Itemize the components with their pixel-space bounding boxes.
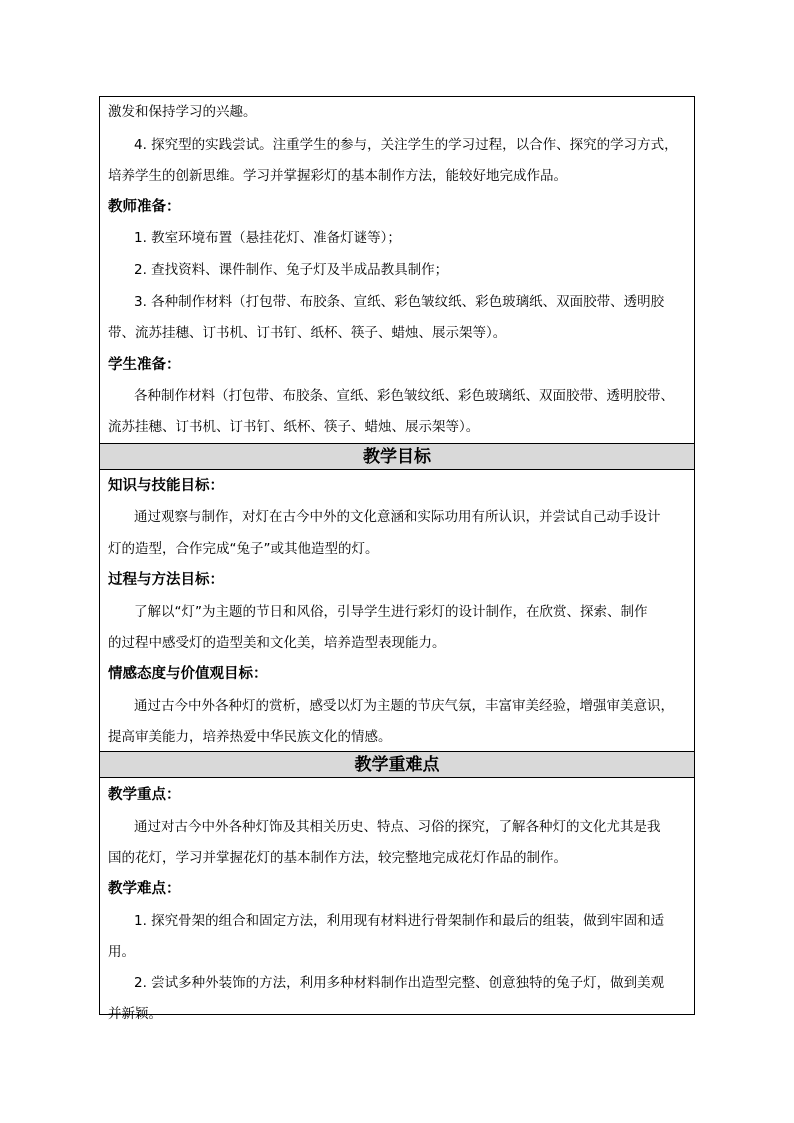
text-line: 4. 探究型的实践尝试。注重学生的参与，关注学生的学习过程，以合作、探究的学习方式， bbox=[134, 137, 678, 153]
focus-cell bbox=[100, 751, 694, 1022]
emotion-line: 通过古今中外各种灯的赏析，感受以灯为主题的节庆气氛，丰富审美经验，增强审美意识， bbox=[134, 698, 674, 714]
text-line: 培养学生的创新思维。学习并掌握彩灯的基本制作方法，能较好地完成作品。 bbox=[108, 168, 567, 184]
difficult-heading: 教学难点： bbox=[108, 881, 181, 897]
key-line: 国的花灯，学习并掌握花灯的基本制作方法，较完整地完成花灯作品的制作。 bbox=[108, 850, 567, 866]
teacher-prep-item: 2. 查找资料、课件制作、兔子灯及半成品教具制作； bbox=[134, 262, 449, 278]
knowledge-heading: 知识与技能目标： bbox=[108, 478, 224, 494]
goals-cell bbox=[100, 443, 694, 751]
teacher-prep-item: 1. 教室环境布置（悬挂花灯、准备灯谜等）； bbox=[134, 230, 401, 246]
key-heading: 教学重点： bbox=[108, 787, 181, 803]
process-heading: 过程与方法目标： bbox=[108, 572, 224, 588]
student-prep-line: 各种制作材料（打包带、布胶条、宣纸、彩色皱纹纸、彩色玻璃纸、双面胶带、透明胶带、 bbox=[134, 388, 674, 404]
teacher-prep-heading: 教师准备： bbox=[108, 199, 181, 215]
process-line: 了解以“灯”为主题的节日和风俗，引导学生进行彩灯的设计制作，在欣赏、探索、制作 bbox=[134, 604, 648, 620]
knowledge-line: 通过观察与制作，对灯在古今中外的文化意涵和实际功用有所认识，并尝试自己动手设计 bbox=[134, 509, 661, 525]
goals-title: 教学目标 bbox=[100, 443, 694, 470]
difficult-line: 2. 尝试多种外装饰的方法，利用多种材料制作出造型完整、创意独特的兔子灯，做到美观 bbox=[134, 975, 665, 991]
emotion-line: 提高审美能力，培养热爱中华民族文化的情感。 bbox=[108, 729, 392, 745]
student-prep-line: 流苏挂穗、订书机、订书钉、纸杯、筷子、蜡烛、展示架等）。 bbox=[108, 419, 480, 435]
key-line: 通过对古今中外各种灯饰及其相关历史、特点、习俗的探究，了解各种灯的文化尤其是我 bbox=[134, 819, 661, 835]
teacher-prep-item: 3. 各种制作材料（打包带、布胶条、宣纸、彩色皱纹纸、彩色玻璃纸、双面胶带、透明胶 bbox=[134, 294, 665, 310]
student-prep-heading: 学生准备： bbox=[108, 357, 181, 373]
text-line: 激发和保持学习的兴趣。 bbox=[108, 104, 257, 120]
process-line: 的过程中感受灯的造型美和文化美，培养造型表现能力。 bbox=[108, 635, 446, 651]
preparation-cell bbox=[100, 97, 694, 441]
teacher-prep-item: 带、流苏挂穗、订书机、订书钉、纸杯、筷子、蜡烛、展示架等）。 bbox=[108, 325, 507, 341]
difficult-line: 1. 探究骨架的组合和固定方法，利用现有材料进行骨架制作和最后的组装，做到牢固和适 bbox=[134, 913, 665, 929]
emotion-heading: 情感态度与价值观目标： bbox=[108, 666, 268, 682]
lesson-plan-table bbox=[99, 96, 695, 1022]
knowledge-line: 灯的造型，合作完成“兔子”或其他造型的灯。 bbox=[108, 541, 379, 557]
difficult-line: 用。 bbox=[108, 944, 135, 960]
difficult-line: 并新颖。 bbox=[108, 1006, 162, 1022]
focus-title: 教学重难点 bbox=[100, 751, 694, 778]
